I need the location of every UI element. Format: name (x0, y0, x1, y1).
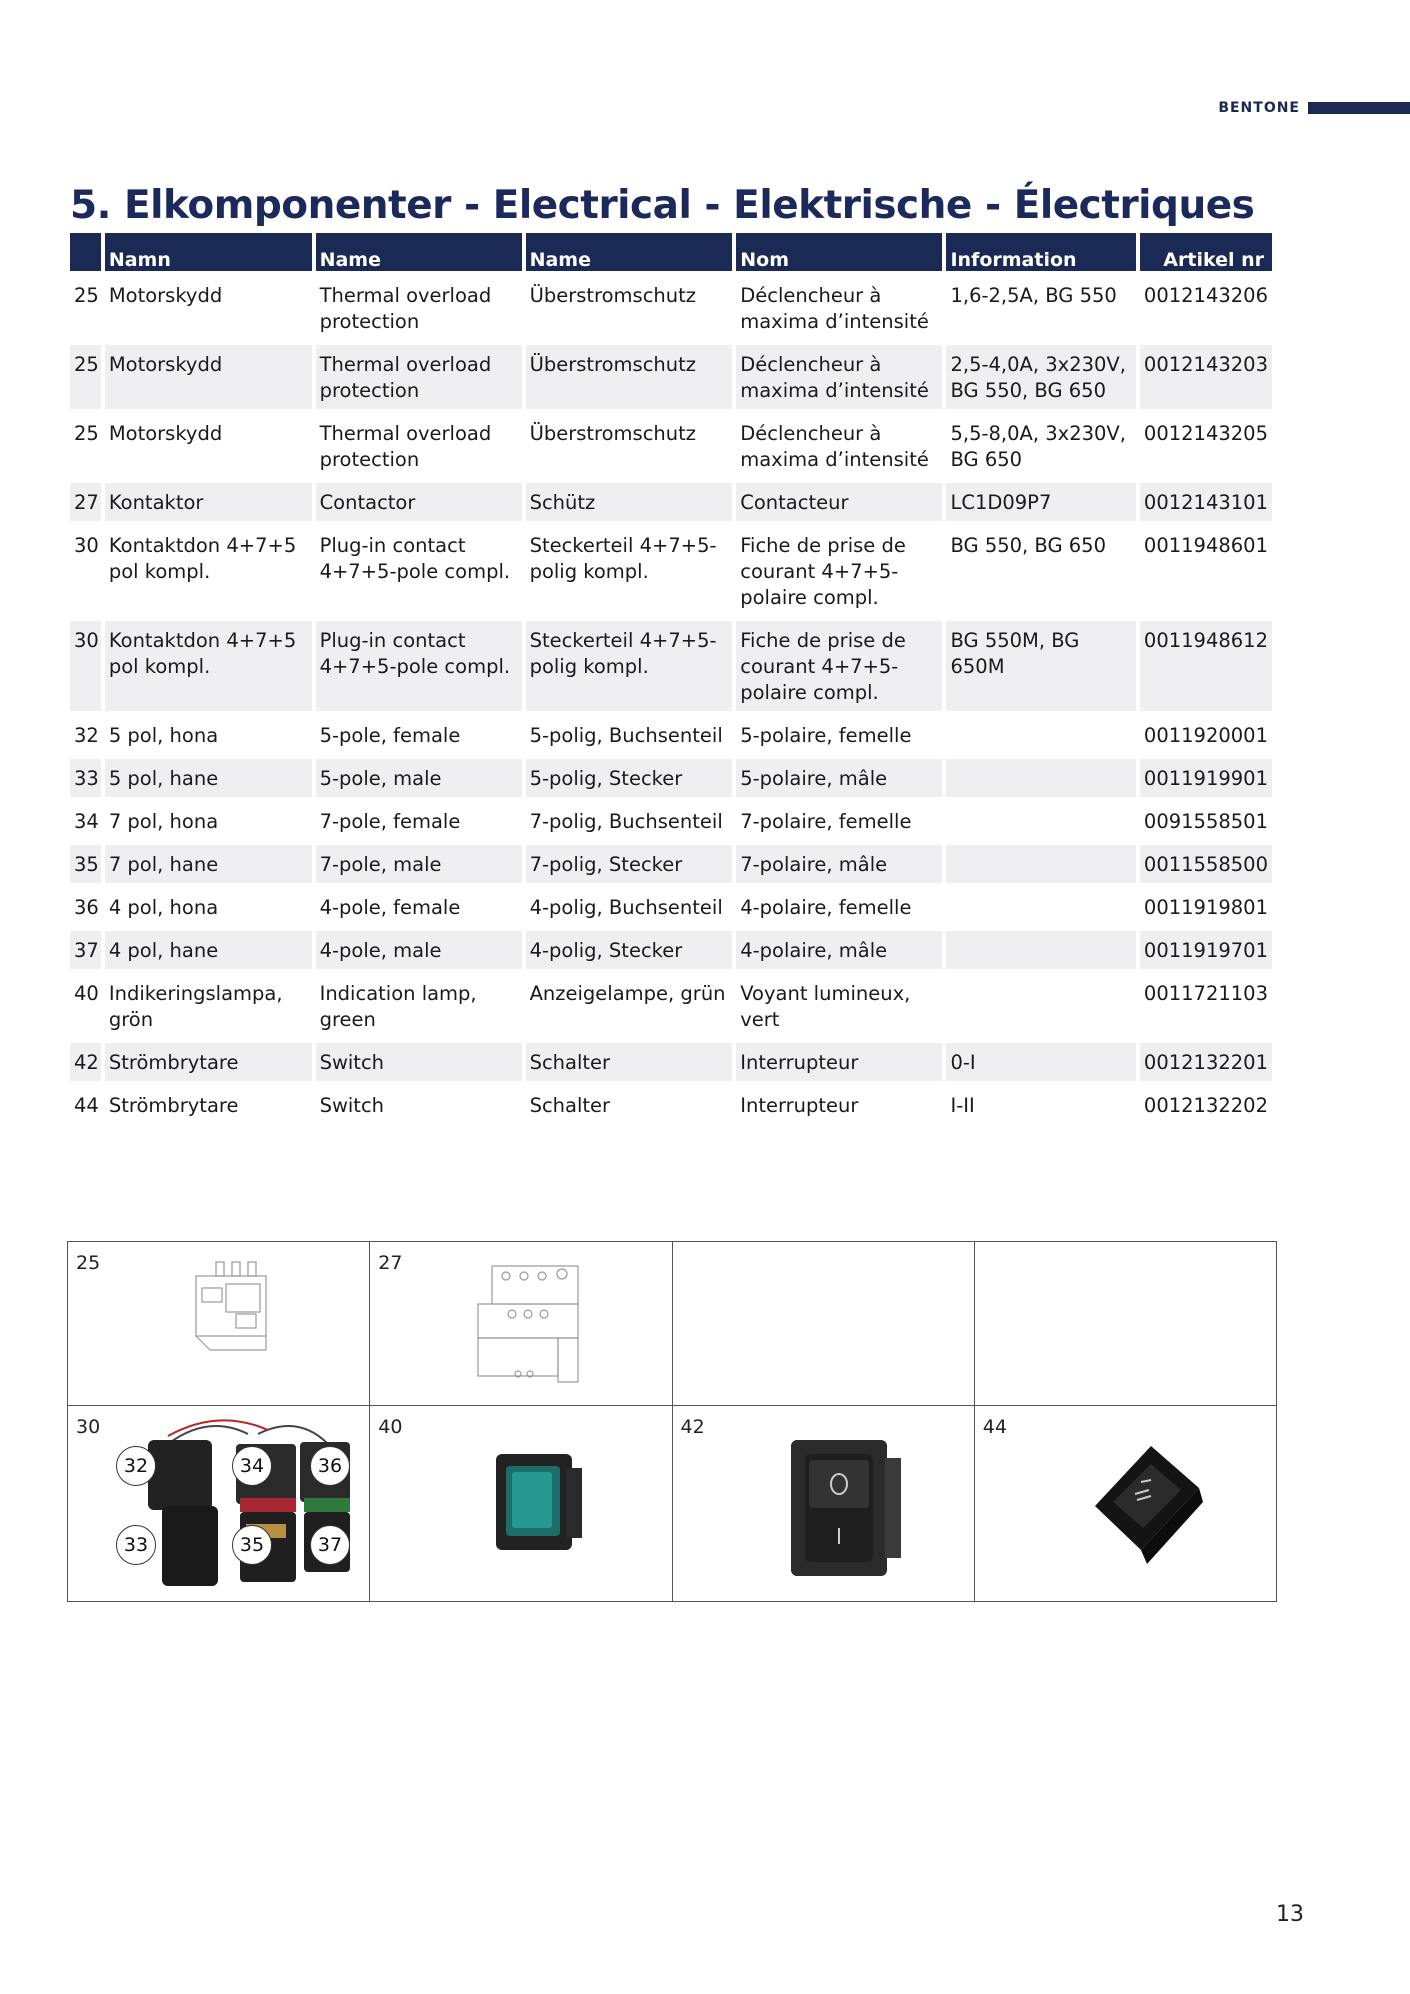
cell-art: 0011948612 (1140, 621, 1272, 711)
cell-pos: 34 (74, 810, 99, 833)
switch-0-i-photo (785, 1436, 909, 1582)
cell-de: 5-polig, Buchsenteil (529, 724, 723, 747)
brand-name: BENTONE (1218, 100, 1300, 116)
cell-info: BG 550M, BG 650M (946, 621, 1135, 711)
image-label: 42 (680, 1416, 705, 1438)
cell-info (946, 845, 1135, 883)
table-header-row (70, 233, 1272, 271)
cell-de: Steckerteil 4+7+5-polig kompl. (526, 621, 733, 711)
cell-info: 5,5-8,0A, 3x230V, BG 650 (950, 422, 1126, 471)
cell-art: 0011920001 (1143, 724, 1268, 747)
cell-pos: 37 (70, 931, 101, 969)
image-grid (67, 1241, 1277, 1602)
cell-info: I-II (950, 1094, 975, 1117)
header-nom: Nom (736, 233, 942, 271)
cell-pos: 44 (74, 1094, 99, 1117)
cell-pos: 30 (74, 534, 99, 557)
image-cell-42 (672, 1406, 974, 1602)
cell-info: 0-I (946, 1043, 1135, 1081)
cell-sv: 5 pol, hona (108, 724, 219, 747)
cell-pos: 30 (70, 621, 101, 711)
cell-sv: 4 pol, hane (105, 931, 312, 969)
cell-pos: 35 (70, 845, 101, 883)
header-information: Information (946, 233, 1135, 271)
cell-de: Schütz (526, 483, 733, 521)
cell-fr: Déclencheur à maxima d’intensité (740, 422, 929, 471)
cell-fr: 5-polaire, mâle (736, 759, 942, 797)
cell-fr: Déclencheur à maxima d’intensité (740, 284, 929, 333)
image-label: 44 (982, 1416, 1007, 1438)
cell-art: 0011721103 (1143, 982, 1268, 1005)
cell-de: 4-polig, Stecker (526, 931, 733, 969)
cell-art: 0091558501 (1143, 810, 1268, 833)
indication-lamp-photo (490, 1450, 586, 1554)
cell-fr: Contacteur (736, 483, 942, 521)
cell-sv: Kontaktor (105, 483, 312, 521)
cell-en: 7-pole, female (319, 810, 461, 833)
cell-sv: 5 pol, hane (105, 759, 312, 797)
cell-pos: 40 (74, 982, 99, 1005)
cell-info: BG 550, BG 650 (950, 534, 1106, 557)
cell-sv: Motorskydd (108, 422, 223, 445)
table-row (70, 526, 1272, 616)
image-grid-row (68, 1242, 1277, 1406)
cell-en: 4-pole, male (316, 931, 522, 969)
callout-32: 32 (116, 1446, 156, 1486)
cell-de: Überstromschutz (529, 422, 697, 445)
cell-en: Thermal overload protection (319, 422, 492, 471)
cell-info (946, 931, 1135, 969)
parts-table-body (70, 276, 1272, 1124)
switch-i-ii-photo (1075, 1436, 1215, 1576)
table-row (70, 1043, 1272, 1081)
cell-pos: 25 (70, 345, 101, 409)
table-row (70, 974, 1272, 1038)
cell-fr: 4-polaire, mâle (736, 931, 942, 969)
cell-de: Überstromschutz (526, 345, 733, 409)
cell-en: Switch (316, 1043, 522, 1081)
table-row (70, 483, 1272, 521)
table-row (70, 716, 1272, 754)
thermal-overload-illustration (186, 1254, 276, 1354)
cell-fr: Voyant lumineux, vert (740, 982, 911, 1031)
callout-37: 37 (310, 1525, 350, 1565)
table-row (70, 621, 1272, 711)
cell-fr: Fiche de prise de courant 4+7+5-polaire compl. (736, 621, 942, 711)
cell-en: Plug-in contact 4+7+5-pole compl. (316, 621, 522, 711)
cell-de: Anzeigelampe, grün (529, 982, 726, 1005)
cell-en: Switch (319, 1094, 385, 1117)
cell-sv: Motorskydd (105, 345, 312, 409)
cell-en: Plug-in contact 4+7+5-pole compl. (319, 534, 511, 583)
cell-sv: Indikeringslampa, grön (108, 982, 283, 1031)
header-artikel-nr: Artikel nr (1140, 233, 1272, 271)
table-row (70, 931, 1272, 969)
cell-fr: Interrupteur (740, 1094, 859, 1117)
cell-pos: 36 (74, 896, 99, 919)
table-row (70, 845, 1272, 883)
cell-sv: 4 pol, hona (108, 896, 219, 919)
cell-fr: 7-polaire, femelle (740, 810, 912, 833)
image-label: 27 (378, 1252, 403, 1274)
cell-de: 4-polig, Buchsenteil (529, 896, 723, 919)
cell-fr: 7-polaire, mâle (736, 845, 942, 883)
image-cell-27 (370, 1242, 672, 1406)
cell-sv: 7 pol, hona (108, 810, 219, 833)
cell-art: 0012132202 (1143, 1094, 1268, 1117)
cell-sv: Strömbrytare (105, 1043, 312, 1081)
image-label: 30 (76, 1416, 101, 1438)
cell-fr: 5-polaire, femelle (740, 724, 912, 747)
callout-34: 34 (232, 1446, 272, 1486)
image-cell-44 (974, 1406, 1276, 1602)
cell-de: 7-polig, Stecker (526, 845, 733, 883)
cell-de: Überstromschutz (529, 284, 697, 307)
table-row (70, 345, 1272, 409)
cell-info: 1,6-2,5A, BG 550 (950, 284, 1117, 307)
image-label: 25 (76, 1252, 101, 1274)
header-name-de: Name (526, 233, 733, 271)
cell-art: 0011919901 (1140, 759, 1272, 797)
cell-art: 0012143205 (1143, 422, 1268, 445)
callout-35: 35 (232, 1525, 272, 1565)
cell-de: 7-polig, Buchsenteil (529, 810, 723, 833)
table-row (70, 888, 1272, 926)
cell-art: 0011558500 (1140, 845, 1272, 883)
table-row (70, 276, 1272, 340)
cell-en: 7-pole, male (316, 845, 522, 883)
cell-de: Schalter (529, 1094, 611, 1117)
cell-fr: Interrupteur (736, 1043, 942, 1081)
cell-info (946, 716, 1135, 754)
cell-sv: 7 pol, hane (105, 845, 312, 883)
cell-de: 5-polig, Stecker (526, 759, 733, 797)
callout-36: 36 (310, 1446, 350, 1486)
cell-sv: Strömbrytare (108, 1094, 239, 1117)
image-cell-40 (370, 1406, 672, 1602)
cell-art: 0012143206 (1143, 284, 1268, 307)
cell-info: 2,5-4,0A, 3x230V, BG 550, BG 650 (946, 345, 1135, 409)
contactor-illustration (470, 1256, 590, 1391)
image-cell-25 (68, 1242, 370, 1406)
cell-en: Thermal overload protection (316, 345, 522, 409)
cell-en: 5-pole, female (319, 724, 461, 747)
cell-pos: 32 (74, 724, 99, 747)
cell-info: LC1D09P7 (946, 483, 1135, 521)
cell-art: 0011919801 (1143, 896, 1268, 919)
image-label: 40 (378, 1416, 403, 1438)
cell-de: Schalter (526, 1043, 733, 1081)
header-namn: Namn (105, 233, 312, 271)
table-row (70, 802, 1272, 840)
cell-sv: Motorskydd (108, 284, 223, 307)
cell-info (946, 802, 1135, 840)
cell-sv: Kontaktdon 4+7+5 pol kompl. (108, 534, 297, 583)
header-name-en: Name (316, 233, 522, 271)
cell-en: Contactor (316, 483, 522, 521)
cell-art: 0012143101 (1140, 483, 1272, 521)
cell-pos: 33 (70, 759, 101, 797)
cell-fr: Fiche de prise de courant 4+7+5-polaire compl. (740, 534, 906, 609)
cell-en: 4-pole, female (319, 896, 461, 919)
image-cell-30 (68, 1406, 370, 1602)
cell-fr: Déclencheur à maxima d’intensité (736, 345, 942, 409)
table-row (70, 414, 1272, 478)
cell-en: 5-pole, male (316, 759, 522, 797)
cell-en: Thermal overload protection (319, 284, 492, 333)
cell-de: Steckerteil 4+7+5-polig kompl. (529, 534, 717, 583)
image-grid-row (68, 1406, 1277, 1602)
cell-pos: 25 (74, 422, 99, 445)
table-row (70, 759, 1272, 797)
parts-table (66, 228, 1276, 1129)
header-pos (70, 233, 101, 271)
cell-art: 0012132201 (1140, 1043, 1272, 1081)
cell-sv: Kontaktdon 4+7+5 pol kompl. (105, 621, 312, 711)
cell-info (946, 759, 1135, 797)
brand-header (1218, 100, 1410, 116)
cell-info (946, 974, 1135, 1038)
cell-fr: 4-polaire, femelle (740, 896, 912, 919)
image-cell-empty-2 (974, 1242, 1276, 1406)
cell-art: 0012143203 (1140, 345, 1272, 409)
brand-bar (1308, 102, 1410, 114)
cell-info (946, 888, 1135, 926)
table-row (70, 1086, 1272, 1124)
cell-art: 0011948601 (1143, 534, 1268, 557)
connector-set-photo (128, 1414, 358, 1592)
page-title: 5. Elkomponenter - Electrical - Elektrische - Électriques (70, 183, 1255, 228)
image-cell-empty-1 (672, 1242, 974, 1406)
page-number: 13 (1276, 1902, 1304, 1927)
cell-pos: 42 (70, 1043, 101, 1081)
cell-art: 0011919701 (1140, 931, 1272, 969)
cell-pos: 27 (70, 483, 101, 521)
callout-33: 33 (116, 1525, 156, 1565)
cell-pos: 25 (74, 284, 99, 307)
cell-en: Indication lamp, green (319, 982, 477, 1031)
